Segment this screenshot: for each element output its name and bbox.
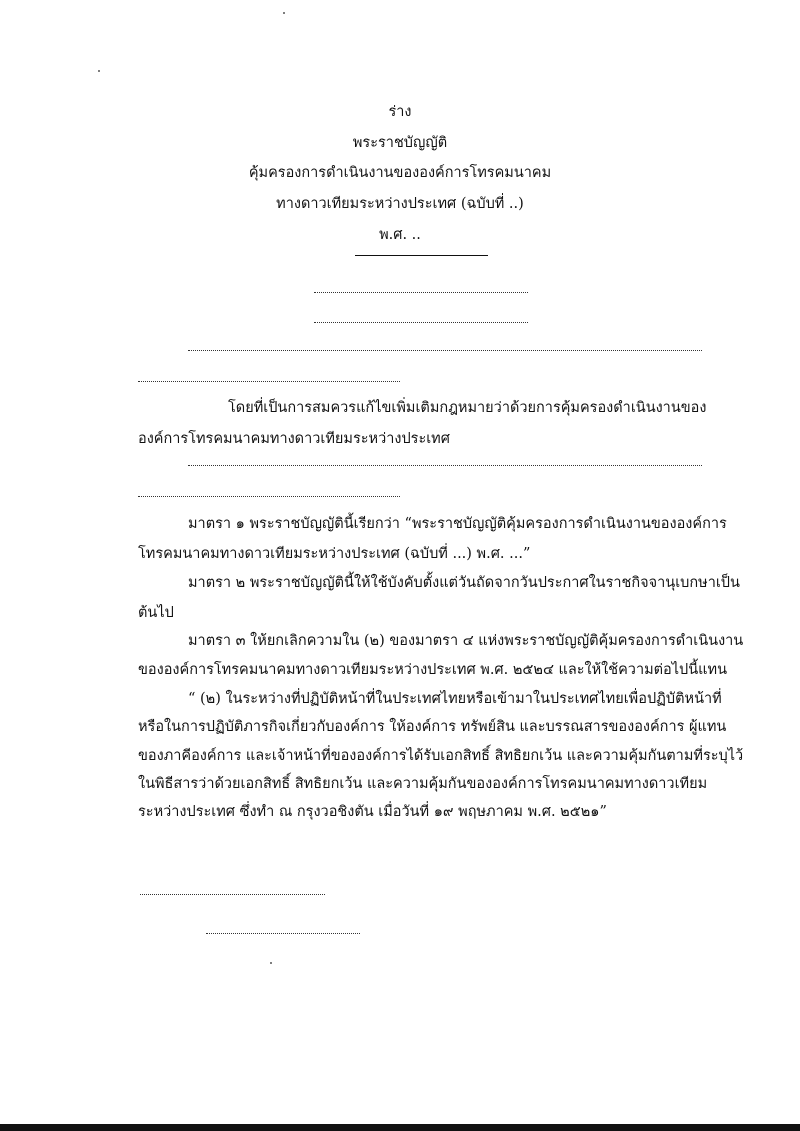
dotted-placeholder-1	[314, 292, 528, 293]
scan-bottom-edge	[0, 1124, 800, 1131]
section-1-line-2: โทรคมนาคมทางดาวเทียมระหว่างประเทศ (ฉบับที่ ...) พ.ศ. ...”	[138, 546, 531, 562]
act-year: พ.ศ. ..	[379, 227, 421, 243]
scan-speck	[283, 12, 285, 14]
dotted-placeholder-4	[138, 381, 400, 382]
section-3-line-1: มาตรา ๓ ให้ยกเลิกความใน (๒) ของมาตรา ๔ แห่งพระราชบัญญัติคุ้มครองการดำเนินงาน	[188, 633, 744, 649]
section-3-line-2: ขององค์การโทรคมนาคมทางดาวเทียมระหว่างประเทศ พ.ศ. ๒๕๒๔ และให้ใช้ความต่อไปนี้แทน	[138, 662, 727, 678]
amendment-line-1: “ (๒) ในระหว่างที่ปฏิบัติหน้าที่ในประเทศไทยหรือเข้ามาในประเทศไทยเพื่อปฏิบัติหน้าที่	[188, 691, 722, 707]
signature-dotted-line-2	[206, 933, 360, 934]
amendment-line-2: หรือในการปฏิบัติภารกิจเกี่ยวกับองค์การ ให้องค์การ ทรัพย์สิน และบรรณสารขององค์การ ผู้แทน	[138, 719, 727, 735]
amendment-line-4: ในพิธีสารว่าด้วยเอกสิทธิ์ สิทธิยกเว้น และความคุ้มกันขององค์การโทรคมนาคมทางดาวเทียม	[138, 776, 708, 792]
section-1-line-1: มาตรา ๑ พระราชบัญญัตินี้เรียกว่า “พระราชบัญญัติคุ้มครองการดำเนินงานขององค์การ	[188, 516, 727, 532]
amendment-line-3: ของภาคีองค์การ และเจ้าหน้าที่ขององค์การได้รับเอกสิทธิ์ สิทธิยกเว้น และความคุ้มกันตามที่ระบุไว้	[138, 748, 744, 764]
scan-speck	[270, 962, 272, 964]
section-2-line-2: ต้นไป	[138, 605, 174, 621]
preamble-line-2: องค์การโทรคมนาคมทางดาวเทียมระหว่างประเทศ	[138, 431, 450, 447]
title-underline	[355, 255, 488, 256]
dotted-placeholder-3	[188, 350, 702, 351]
amendment-line-5: ระหว่างประเทศ ซึ่งทำ ณ กรุงวอชิงตัน เมื่อวันที่ ๑๙ พฤษภาคม พ.ศ. ๒๕๒๑”	[138, 804, 607, 820]
act-title-line-1: คุ้มครองการดำเนินงานขององค์การโทรคมนาคม	[248, 165, 552, 181]
act-type-heading: พระราชบัญญัติ	[352, 135, 448, 151]
preamble-line-1: โดยที่เป็นการสมควรแก้ไขเพิ่มเติมกฎหมายว่าด้วยการคุ้มครองดำเนินงานของ	[228, 400, 707, 416]
scan-speck	[98, 70, 100, 72]
act-title-line-2: ทางดาวเทียมระหว่างประเทศ (ฉบับที่ ..)	[276, 196, 524, 212]
signature-dotted-line-1	[140, 894, 325, 895]
draft-label: ร่าง	[388, 104, 412, 120]
dotted-placeholder-6	[138, 496, 400, 497]
dotted-placeholder-5	[188, 465, 702, 466]
dotted-placeholder-2	[314, 322, 528, 323]
section-2-line-1: มาตรา ๒ พระราชบัญญัตินี้ให้ใช้บังคับตั้งแต่วันถัดจากวันประกาศในราชกิจจานุเบกษาเป็น	[188, 575, 740, 591]
